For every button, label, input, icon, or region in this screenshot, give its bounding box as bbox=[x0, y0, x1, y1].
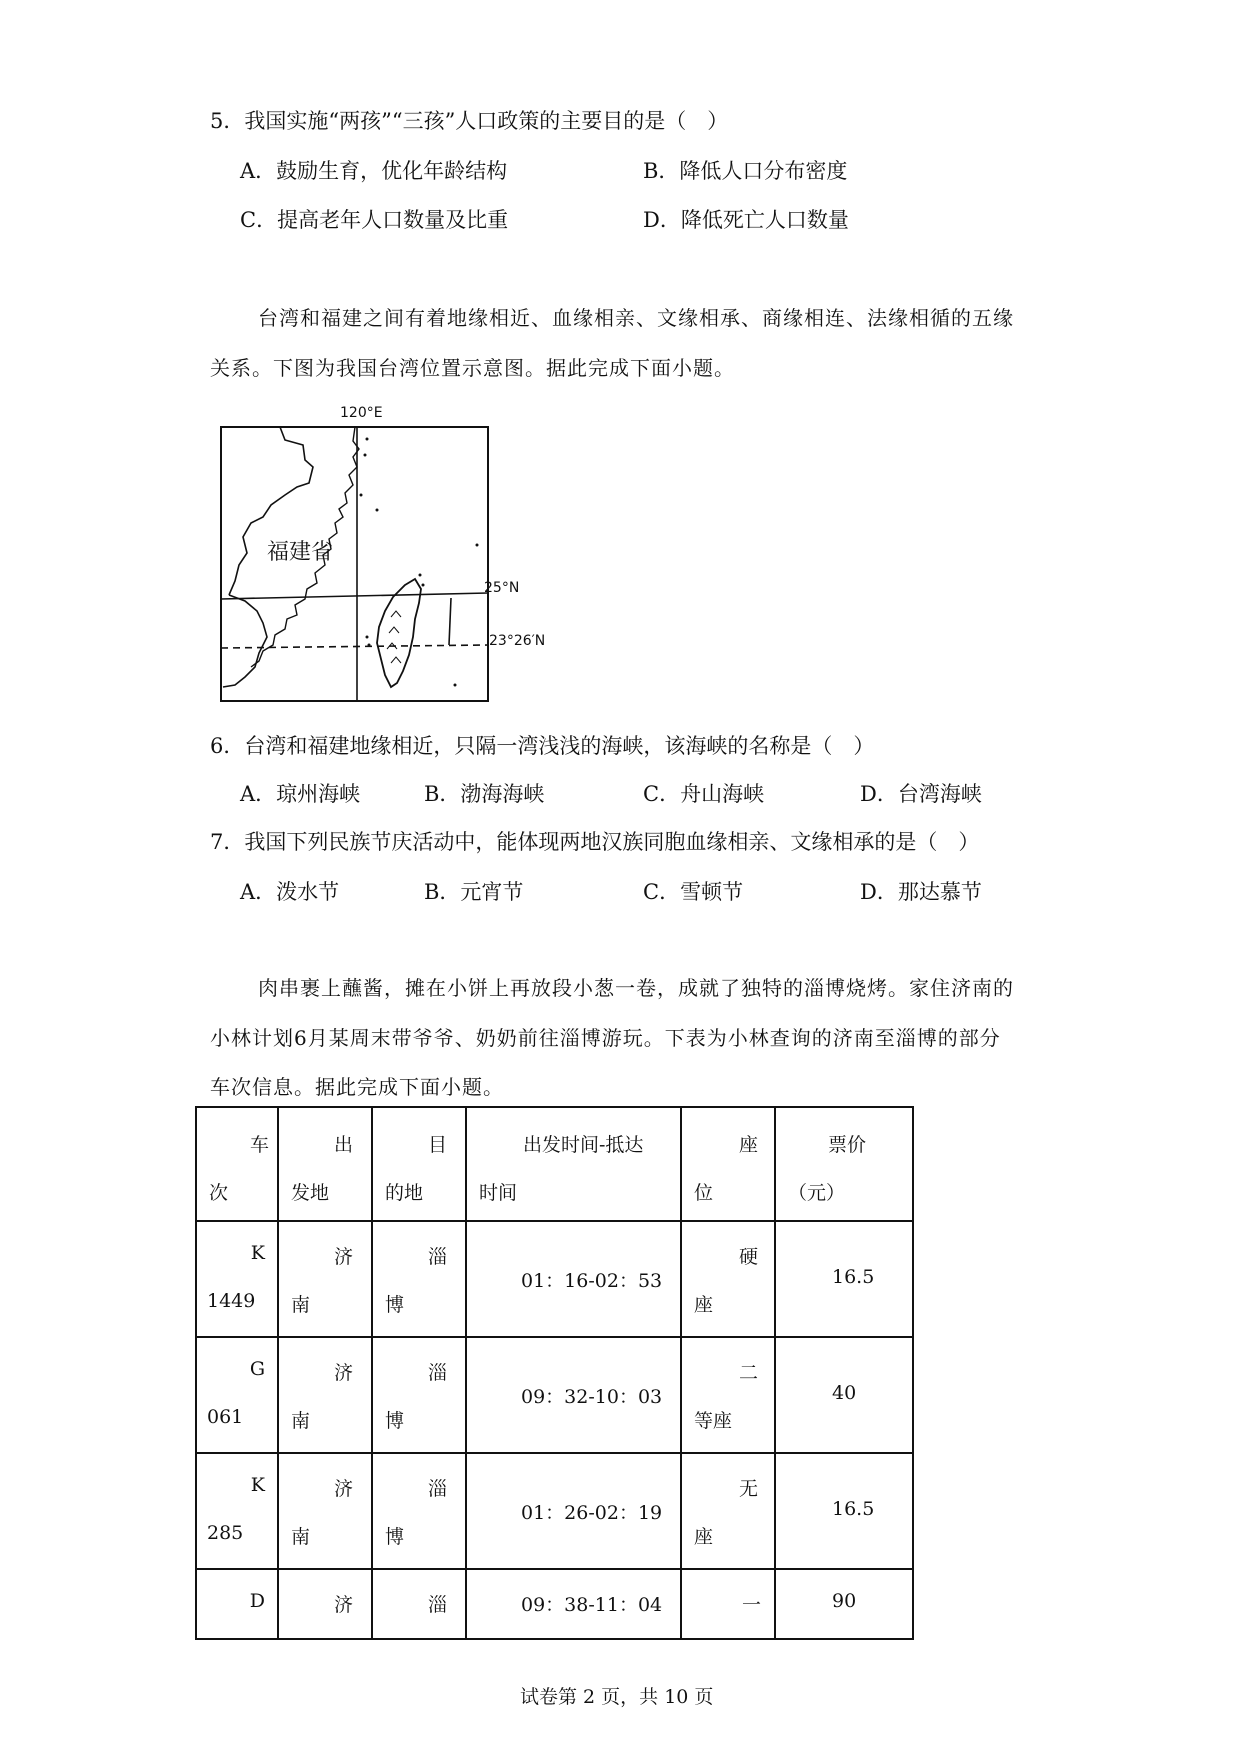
east-marker-line bbox=[449, 598, 451, 645]
q5-stem: 5．我国实施“两孩”“三孩”人口政策的主要目的是（ ） bbox=[210, 109, 729, 133]
header-from-a: 出 bbox=[333, 1134, 353, 1156]
row-to-a: 淄 bbox=[427, 1362, 447, 1384]
q5-option-a: A．鼓励生育，优化年龄结构 bbox=[240, 159, 508, 183]
row-time: 01：26-02：19 bbox=[521, 1502, 663, 1524]
row-train-b: 1449 bbox=[207, 1290, 256, 1312]
q6-option-a: A．琼州海峡 bbox=[240, 782, 361, 806]
q7-option-c: C．雪顿节 bbox=[643, 880, 744, 904]
row-seat-b: 座 bbox=[694, 1526, 714, 1548]
train-schedule-table bbox=[195, 1106, 914, 1640]
table-row bbox=[196, 1337, 913, 1453]
q7-option-d: D．那达慕节 bbox=[860, 880, 982, 904]
row-train-a: D bbox=[249, 1590, 265, 1612]
header-train-b: 次 bbox=[209, 1182, 229, 1204]
table-row bbox=[196, 1221, 913, 1337]
header-train-a: 车 bbox=[249, 1134, 269, 1156]
row-seat-a: 硬 bbox=[738, 1246, 758, 1268]
row-price: 16.5 bbox=[832, 1266, 875, 1288]
row-price: 40 bbox=[832, 1382, 857, 1404]
row-price: 90 bbox=[832, 1590, 857, 1612]
lon-label-120e: 120°E bbox=[340, 405, 383, 421]
row-train-b: 285 bbox=[207, 1522, 244, 1544]
intro-zibo-line1: 肉串裹上蘸酱，摊在小饼上再放段小葱一卷，成就了独特的淄博烧烤。家住济南的 bbox=[258, 976, 1014, 1000]
table-row bbox=[196, 1569, 913, 1639]
parallel-25n bbox=[221, 593, 488, 599]
q5-option-c: C．提高老年人口数量及比重 bbox=[240, 208, 509, 232]
intro-zibo-line2: 小林计划6月某周末带爷爷、奶奶前往淄博游玩。下表为小林查询的济南至淄博的部分 bbox=[210, 1026, 1001, 1050]
lat-label-25n: 25°N bbox=[484, 580, 520, 596]
map-figure bbox=[215, 405, 505, 705]
row-time: 01：16-02：53 bbox=[521, 1270, 663, 1292]
row-to-a: 淄 bbox=[427, 1478, 447, 1500]
header-price-b: （元） bbox=[788, 1182, 846, 1204]
row-seat-b: 等座 bbox=[694, 1410, 733, 1432]
row-to-a: 淄 bbox=[427, 1246, 447, 1268]
q6-stem: 6．台湾和福建地缘相近，只隔一湾浅浅的海峡，该海峡的名称是（ ） bbox=[210, 734, 875, 758]
header-time-b: 时间 bbox=[479, 1182, 518, 1204]
row-from-b: 南 bbox=[291, 1526, 311, 1548]
row-seat-b: 座 bbox=[694, 1294, 714, 1316]
q7-option-b: B．元宵节 bbox=[424, 880, 524, 904]
row-from-a: 济 bbox=[333, 1594, 353, 1616]
header-price-a: 票价 bbox=[828, 1134, 867, 1156]
row-time: 09：32-10：03 bbox=[521, 1386, 663, 1408]
row-train-b: 061 bbox=[207, 1406, 244, 1428]
q6-option-d: D．台湾海峡 bbox=[860, 782, 982, 806]
header-seat-b: 位 bbox=[694, 1182, 714, 1204]
header-seat-a: 座 bbox=[738, 1134, 758, 1156]
q7-stem: 7．我国下列民族节庆活动中，能体现两地汉族同胞血缘相亲、文缘相承的是（ ） bbox=[210, 830, 980, 854]
q6-option-b: B．渤海海峡 bbox=[424, 782, 545, 806]
header-to-b: 的地 bbox=[385, 1182, 424, 1204]
row-seat-a: 二 bbox=[738, 1362, 758, 1384]
row-train-a: K bbox=[250, 1474, 265, 1496]
header-time-a: 出发时间-抵达 bbox=[523, 1134, 644, 1156]
table-row bbox=[196, 1453, 913, 1569]
q6-option-c: C．舟山海峡 bbox=[643, 782, 765, 806]
header-from-b: 发地 bbox=[291, 1182, 330, 1204]
header-to-a: 目 bbox=[427, 1134, 447, 1156]
row-from-a: 济 bbox=[333, 1246, 353, 1268]
intro-taiwan-line2: 关系。下图为我国台湾位置示意图。据此完成下面小题。 bbox=[210, 356, 735, 380]
fujian-inner-boundary bbox=[229, 427, 313, 595]
province-label-fujian: 福建省 bbox=[267, 540, 334, 565]
row-from-b: 南 bbox=[291, 1410, 311, 1432]
q5-option-b: B．降低人口分布密度 bbox=[643, 159, 848, 183]
q7-option-a: A．泼水节 bbox=[240, 880, 340, 904]
row-from-a: 济 bbox=[333, 1362, 353, 1384]
row-time: 09：38-11：04 bbox=[521, 1594, 663, 1616]
row-to-b: 博 bbox=[385, 1410, 405, 1432]
row-price: 16.5 bbox=[832, 1498, 875, 1520]
map-frame bbox=[221, 427, 488, 701]
page-footer: 试卷第 2 页，共 10 页 bbox=[520, 1686, 714, 1708]
intro-zibo-line3: 车次信息。据此完成下面小题。 bbox=[210, 1075, 504, 1099]
row-to-b: 博 bbox=[385, 1526, 405, 1548]
guangdong-boundary bbox=[223, 595, 267, 687]
row-seat-a: 一 bbox=[742, 1594, 762, 1616]
row-to-b: 博 bbox=[385, 1294, 405, 1316]
mountain-marks bbox=[387, 611, 401, 663]
row-train-a: K bbox=[250, 1242, 265, 1264]
q5-option-d: D．降低死亡人口数量 bbox=[643, 208, 849, 232]
row-seat-a: 无 bbox=[738, 1478, 758, 1500]
intro-taiwan-line1: 台湾和福建之间有着地缘相近、血缘相亲、文缘相承、商缘相连、法缘相循的五缘 bbox=[258, 306, 1014, 330]
row-from-a: 济 bbox=[333, 1478, 353, 1500]
table-header-row bbox=[196, 1107, 913, 1221]
row-train-a: G bbox=[249, 1358, 265, 1380]
lat-label-tropic: 23°26′N bbox=[489, 633, 546, 649]
row-from-b: 南 bbox=[291, 1294, 311, 1316]
row-to-a: 淄 bbox=[427, 1594, 447, 1616]
taiwan-location-map bbox=[215, 405, 546, 705]
